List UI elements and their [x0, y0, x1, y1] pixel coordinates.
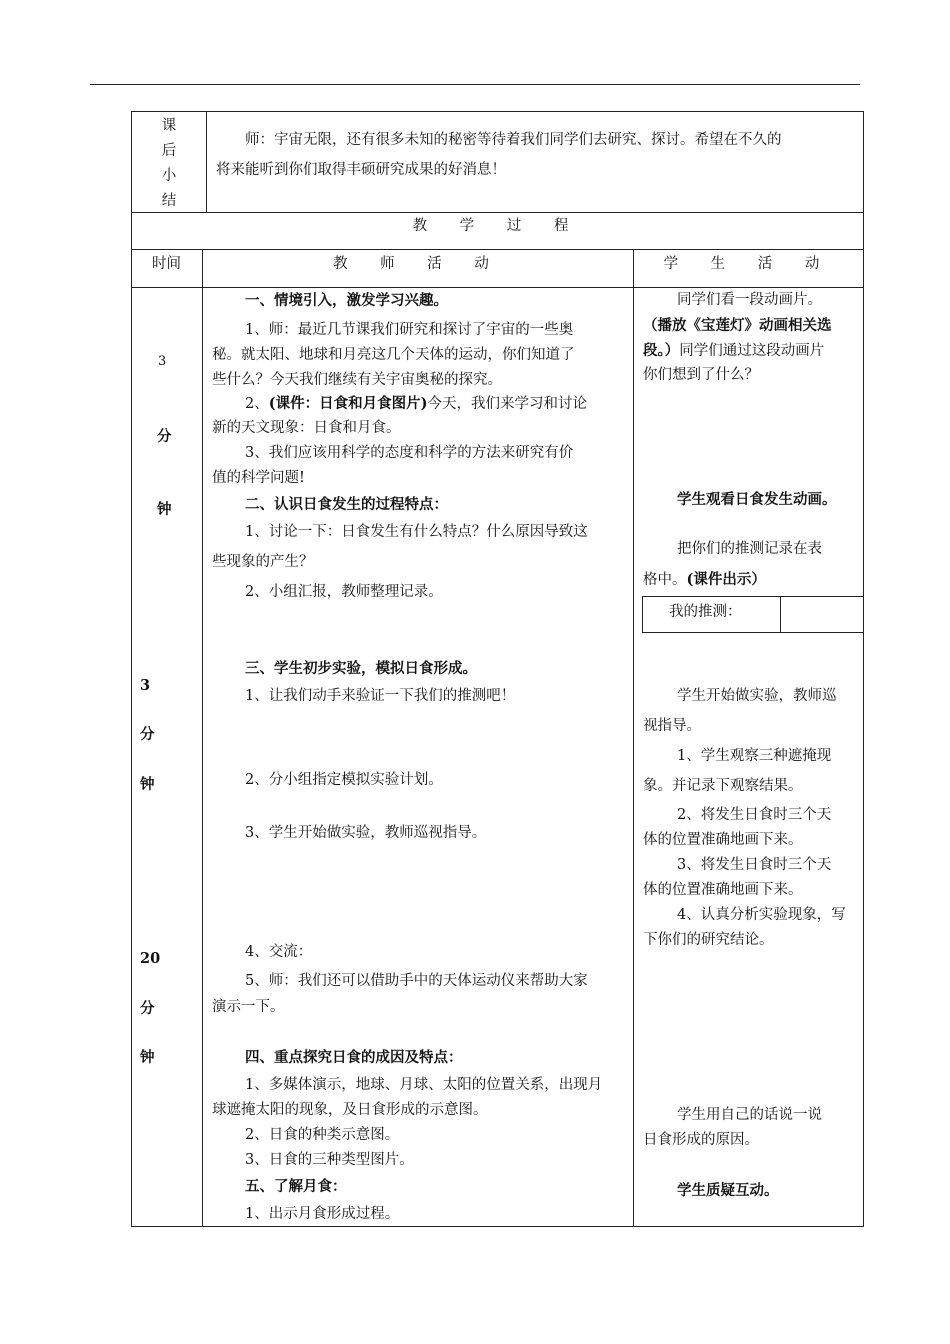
- teacher-text: 3、我们应该用科学的态度和科学的方法来研究有价: [245, 445, 574, 461]
- student-text: 学生观看日食发生动画。: [677, 491, 837, 508]
- summary-label-char: 小: [161, 168, 177, 184]
- time-unit: 分: [140, 726, 155, 743]
- teacher-text: 5、师：我们还可以借助手中的天体运动仪来帮助大家: [245, 973, 588, 989]
- section-title: 三、学生初步实验，模拟日食形成。: [245, 660, 477, 677]
- time-value: 3: [158, 354, 167, 369]
- teacher-text: 2、(课件：日食和月食图片)今天，我们来学习和讨论: [245, 395, 587, 412]
- section-title: 二、认识日食发生的过程特点：: [245, 496, 448, 513]
- guess-table-rule: [642, 596, 643, 633]
- student-text: 你们想到了什么？: [643, 367, 759, 383]
- teacher-text: 3、学生开始做实验，教师巡视指导。: [245, 825, 487, 841]
- teacher-text: 些现象的产生？: [212, 554, 314, 570]
- teacher-text: 1、师：最近几节课我们研究和探讨了宇宙的一些奥: [245, 322, 574, 338]
- table-border-bottom: [131, 1226, 864, 1227]
- table-rule: [131, 249, 864, 250]
- student-text: 视指导。: [643, 718, 701, 734]
- summary-label-char: 结: [161, 193, 177, 209]
- time-value: 20: [140, 950, 161, 967]
- table-border-right: [863, 111, 864, 1227]
- guess-table-rule: [642, 632, 863, 633]
- student-text: 象。并记录下观察结果。: [643, 778, 803, 794]
- teacher-text: 些什么？今天我们继续有关宇宙奥秘的探究。: [212, 372, 502, 388]
- guess-table-rule: [642, 596, 863, 597]
- section-title: 四、重点探究日食的成因及特点：: [245, 1049, 463, 1066]
- student-text: 体的位置准确地画下来。: [643, 832, 803, 848]
- table-border-left: [131, 111, 132, 1227]
- teacher-text: 4、交流：: [245, 944, 313, 960]
- student-text: 3、将发生日食时三个天: [677, 857, 832, 873]
- table-rule: [131, 212, 864, 213]
- student-text: 下你们的研究结论。: [643, 932, 774, 948]
- time-unit: 钟: [157, 501, 172, 518]
- teacher-text: 值的科学问题!: [212, 470, 305, 486]
- student-text: 4、认真分析实验现象，写: [677, 907, 846, 923]
- header-rule: [90, 84, 860, 85]
- teacher-text: 1、出示月食形成过程。: [245, 1206, 400, 1222]
- section-title: 五、了解月食：: [245, 1178, 347, 1195]
- student-text: 2、将发生日食时三个天: [677, 807, 832, 823]
- guess-table-rule: [780, 596, 781, 633]
- teacher-text: 1、讨论一下：日食发生有什么特点？什么原因导致这: [245, 524, 588, 540]
- student-text: 学生用自己的话说一说: [677, 1107, 822, 1123]
- teacher-text: 2、日食的种类示意图。: [245, 1127, 400, 1143]
- header-student: 学 生 活 动: [663, 256, 834, 272]
- student-text: 学生开始做实验，教师巡: [677, 688, 837, 704]
- table-rule: [202, 249, 203, 1226]
- teacher-text: 1、多媒体演示，地球、月球、太阳的位置关系，出现月: [245, 1077, 603, 1093]
- table-rule: [633, 249, 634, 1226]
- summary-text: 将来能听到你们取得丰硕研究成果的好消息！: [216, 162, 506, 178]
- teacher-text: 秘。就太阳、地球和月亮这几个天体的运动，你们知道了: [212, 347, 575, 363]
- section-title: 一、情境引入，激发学习兴趣。: [245, 292, 448, 309]
- student-text: 1、学生观察三种遮掩现: [677, 748, 832, 764]
- student-text: （播放《宝莲灯》动画相关选: [643, 317, 832, 334]
- summary-text: 师：宇宙无限，还有很多未知的秘密等待着我们同学们去研究、探讨。希望在不久的: [245, 132, 782, 148]
- teacher-text: 新的天文现象：日食和月食。: [212, 420, 401, 436]
- time-unit: 钟: [140, 1049, 155, 1066]
- student-text: 段。）同学们通过这段动画片: [643, 342, 825, 359]
- guess-label: 我的推测：: [669, 604, 742, 620]
- time-value: 3: [140, 677, 151, 694]
- process-title: 教 学 过 程: [412, 218, 583, 234]
- time-unit: 钟: [140, 776, 155, 793]
- student-text: 同学们看一段动画片。: [677, 292, 822, 308]
- teacher-text: 球遮掩太阳的现象，及日食形成的示意图。: [212, 1102, 488, 1118]
- time-unit: 分: [157, 428, 172, 445]
- summary-label-char: 后: [161, 143, 177, 159]
- teacher-text: 2、小组汇报，教师整理记录。: [245, 584, 443, 600]
- header-teacher: 教 师 活 动: [333, 256, 503, 272]
- student-text: 学生质疑互动。: [677, 1182, 779, 1199]
- table-rule: [206, 111, 207, 212]
- teacher-text: 2、分小组指定模拟实验计划。: [245, 772, 443, 788]
- table-border-top: [131, 111, 864, 112]
- student-text: 把你们的推测记录在表: [677, 541, 822, 557]
- header-time: 时间: [152, 256, 181, 272]
- time-unit: 分: [140, 1000, 155, 1017]
- student-text: 日食形成的原因。: [643, 1132, 759, 1148]
- summary-label-char: 课: [161, 118, 177, 134]
- teacher-text: 演示一下。: [212, 999, 285, 1015]
- teacher-text: 1、让我们动手来验证一下我们的推测吧！: [245, 688, 516, 704]
- teacher-text: 3、日食的三种类型图片。: [245, 1152, 414, 1168]
- student-text: 格中。(课件出示）: [643, 571, 766, 588]
- student-text: 体的位置准确地画下来。: [643, 882, 803, 898]
